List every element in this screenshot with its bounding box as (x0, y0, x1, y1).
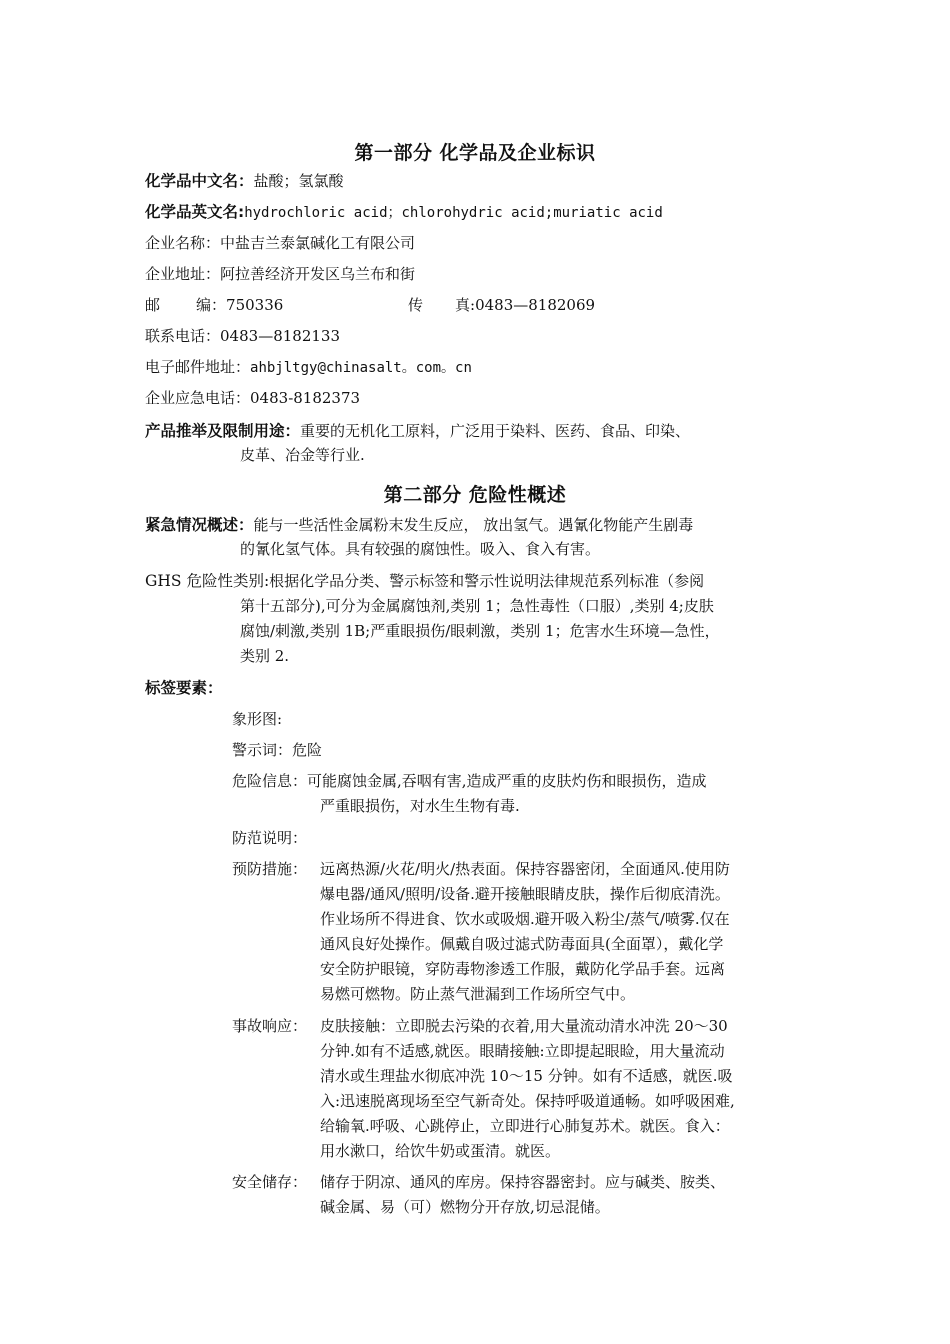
prevention-line: 作业场所不得进食、饮水或吸烟.避开吸入粉尘/蒸气/喷雾.仅在 (320, 910, 730, 928)
phone-value: 0483—8182133 (220, 327, 340, 345)
postcode-row (145, 294, 283, 316)
cn-name-label: 化学品中文名： (145, 172, 254, 190)
prevention-label: 预防措施： (232, 860, 308, 878)
company-label: 企业名称： (145, 234, 221, 252)
ghs-row (145, 570, 704, 592)
email-row (145, 356, 472, 379)
signal-label: 警示词： (232, 741, 293, 759)
email-label: 电子邮件地址： (145, 358, 251, 376)
emergency-overview-row (145, 514, 693, 536)
postcode-label-1: 邮 (145, 296, 161, 314)
en-name-label: 化学品英文名: (145, 203, 245, 221)
signal-value: 危险 (292, 741, 323, 759)
pictogram-label: 象形图: (232, 710, 283, 728)
address-row (145, 263, 415, 285)
prevention-line: 安全防护眼镜，穿防毒物渗透工作服，戴防化学品手套。远离 (320, 960, 726, 978)
emergency-overview-label: 紧急情况概述： (145, 516, 254, 534)
prevention-line: 爆电器/通风/照明/设备.避开接触眼睛皮肤，操作后彻底清洗。 (320, 885, 730, 903)
prevention-line: 易燃可燃物。防止蒸气泄漏到工作场所空气中。 (320, 985, 636, 1003)
address-value: 阿拉善经济开发区乌兰布和街 (220, 265, 416, 283)
response-line: 给输氧.呼吸、心跳停止，立即进行心肺复苏术。就医。食入： (320, 1117, 730, 1135)
emergency-phone-value: 0483-8182373 (250, 389, 361, 407)
usage-line-2: 皮革、冶金等行业. (240, 446, 365, 464)
storage-line: 碱金属、易（可）燃物分开存放,切忌混储。 (320, 1198, 610, 1216)
fax-value: 0483—8182069 (475, 296, 596, 314)
ghs-line-3: 腐蚀/刺激,类别 1B;严重眼损伤/眼刺激，类别 1；危害水生环境—急性， (240, 622, 720, 640)
phone-label: 联系电话： (145, 327, 221, 345)
usage-line-1: 重要的无机化工原料，广泛用于染料、医药、食品、印染、 (300, 422, 691, 440)
storage-label: 安全储存： (232, 1173, 308, 1191)
response-label: 事故响应： (232, 1017, 308, 1035)
cn-name-row (145, 170, 344, 192)
postcode-label-2: 编： (196, 296, 227, 314)
label-elements-label: 标签要素： (145, 679, 223, 697)
response-line: 分钟.如有不适感,就医。眼睛接触:立即提起眼睑，用大量流动 (320, 1042, 725, 1060)
ghs-line-1: 根据化学品分类、警示标签和警示性说明法律规范系列标准（参阅 (269, 572, 705, 590)
ghs-line-2: 第十五部分),可分为金属腐蚀剂,类别 1；急性毒性（口服）,类别 4;皮肤 (240, 597, 714, 615)
precaution-label: 防范说明： (232, 829, 308, 847)
storage-line: 储存于阴凉、通风的库房。保持容器密封。应与碱类、胺类、 (320, 1173, 726, 1191)
fax-label-1: 传 (408, 296, 424, 314)
response-line: 皮肤接触：立即脱去污染的衣着,用大量流动清水冲洗 20～30 (320, 1017, 728, 1035)
ghs-label: GHS 危险性类别: (145, 572, 270, 590)
company-row (145, 232, 415, 254)
cn-name-value: 盐酸；氢氯酸 (253, 172, 344, 190)
postcode-value: 750336 (226, 296, 284, 314)
section1-heading: 第一部分 化学品及企业标识 (354, 142, 596, 164)
hazard-line-2: 严重眼损伤，对水生生物有毒. (320, 797, 520, 815)
signal-row (232, 739, 322, 761)
hazard-label: 危险信息： (232, 772, 308, 790)
prevention-line: 通风良好处操作。佩戴自吸过滤式防毒面具(全面罩），戴化学 (320, 935, 724, 953)
en-name-row (145, 201, 663, 224)
emergency-phone-label: 企业应急电话： (145, 389, 251, 407)
email-value: ahbjltgy@chinasalt。com。cn (250, 360, 472, 376)
response-line: 入:迅速脱离现场至空气新奇处。保持呼吸道通畅。如呼吸困难, (320, 1092, 735, 1110)
fax-row (408, 294, 595, 316)
emergency-overview-line-1: 能与一些活性金属粉末发生反应， 放出氢气。遇氰化物能产生剧毒 (253, 516, 694, 534)
fax-label-2: 真: (455, 296, 476, 314)
en-name-value: hydrochloric acid；chlorohydric acid;muriatic acid (244, 205, 663, 221)
hazard-line-1: 可能腐蚀金属,吞咽有害,造成严重的皮肤灼伤和眼损伤，造成 (307, 772, 707, 790)
phone-row (145, 325, 340, 347)
usage-label: 产品推举及限制用途： (145, 422, 301, 440)
prevention-line: 远离热源/火花/明火/热表面。保持容器密闭，全面通风.使用防 (320, 860, 730, 878)
address-label: 企业地址： (145, 265, 221, 283)
response-line: 用水漱口，给饮牛奶或蛋清。就医。 (320, 1142, 561, 1160)
usage-row (145, 420, 690, 442)
hazard-row (232, 770, 707, 792)
company-value: 中盐吉兰泰氯碱化工有限公司 (220, 234, 416, 252)
response-line: 清水或生理盐水彻底冲洗 10～15 分钟。如有不适感，就医.吸 (320, 1067, 733, 1085)
emergency-phone-row (145, 387, 360, 409)
section2-heading: 第二部分 危险性概述 (383, 484, 567, 506)
emergency-overview-line-2: 的氰化氢气体。具有较强的腐蚀性。吸入、食入有害。 (240, 540, 601, 558)
ghs-line-4: 类别 2. (240, 647, 290, 665)
